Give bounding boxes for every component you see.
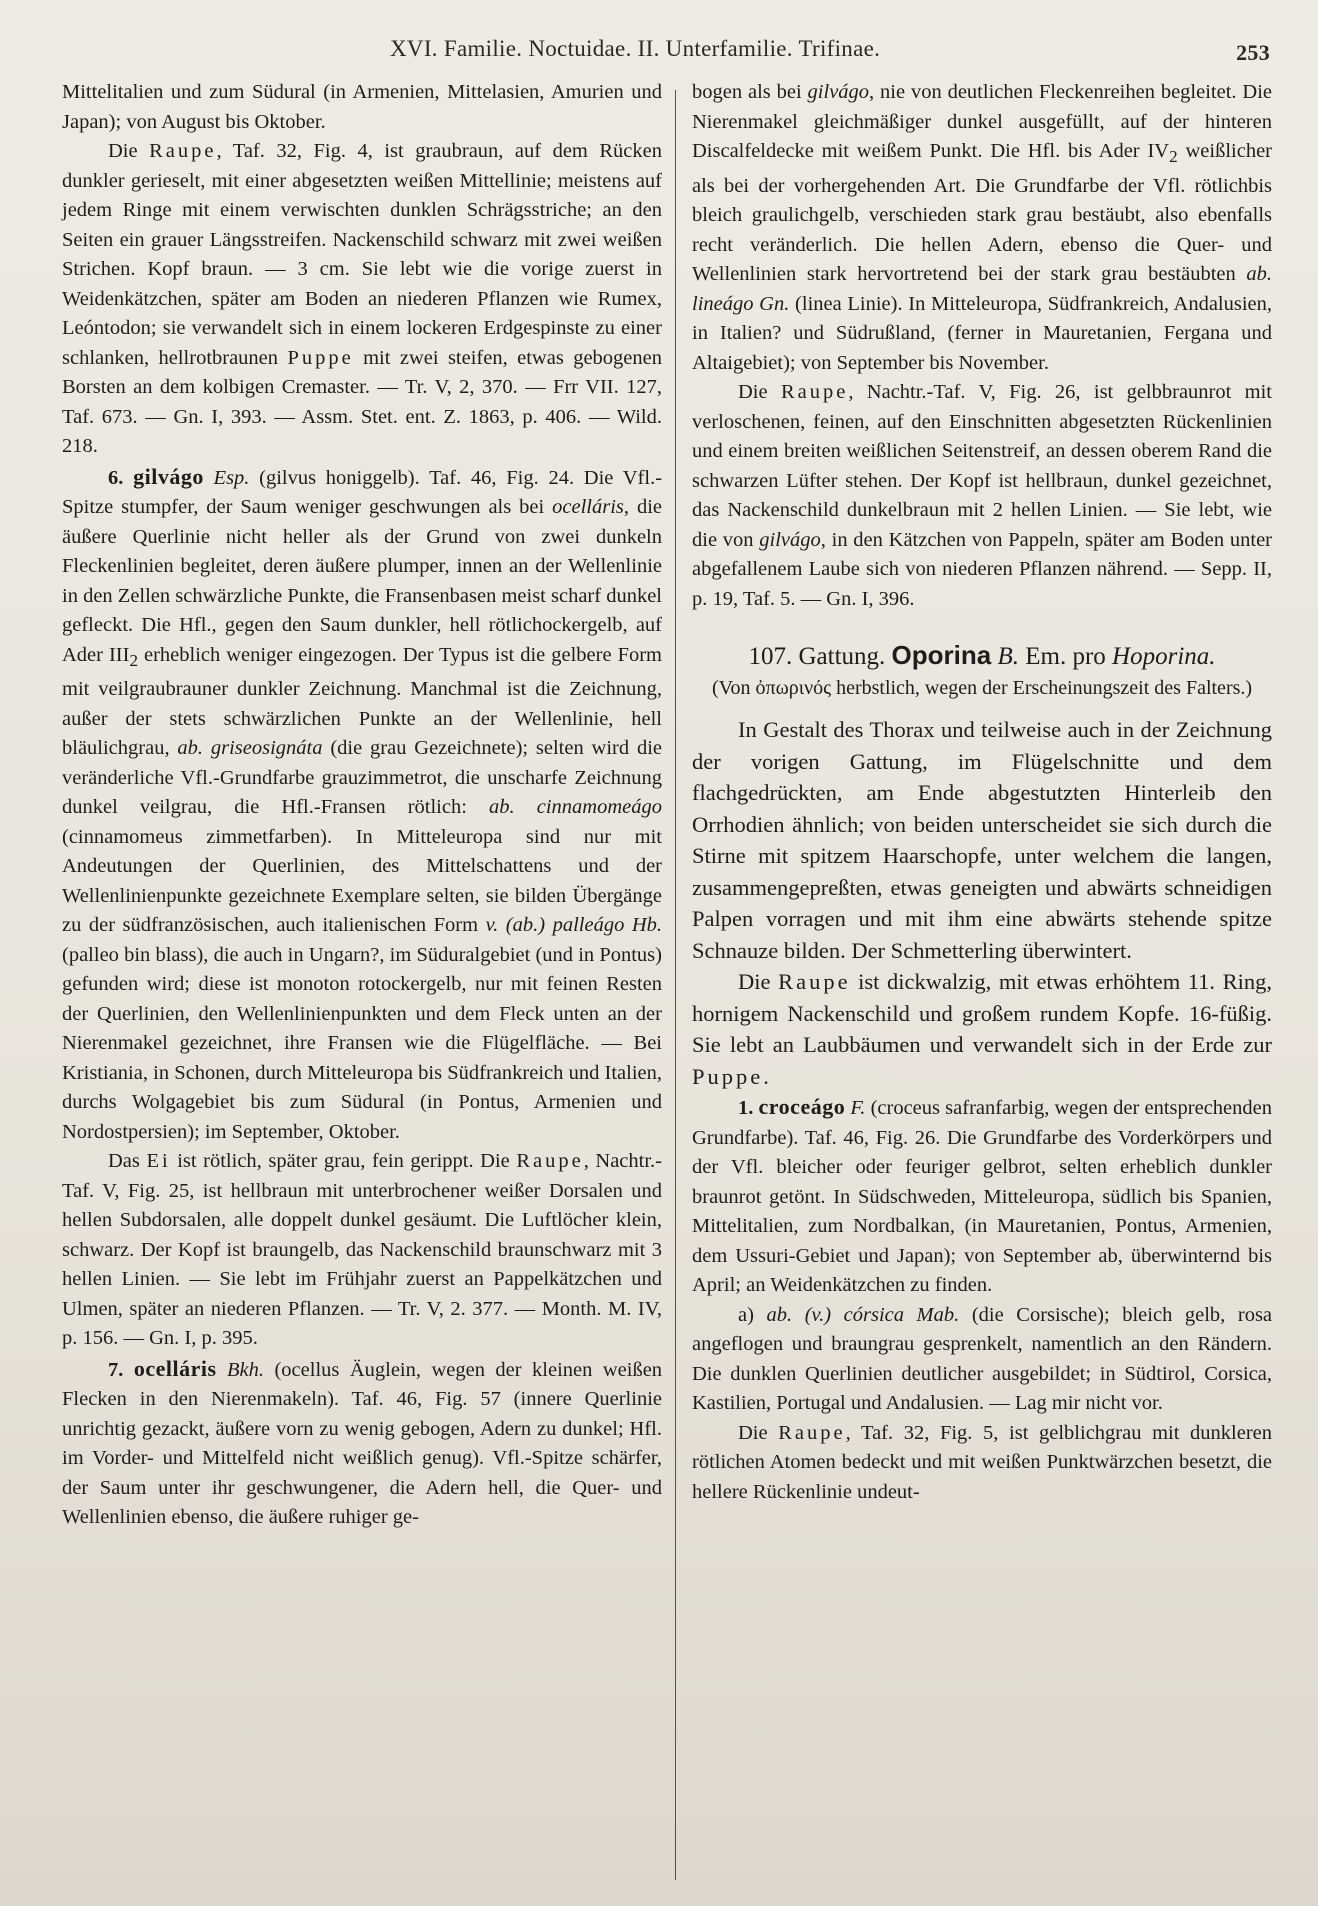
paragraph-raupe: Die Raupe, Nachtr.-Taf. V, Fig. 26, ist gelbbraunrot mit verloschenen, feinen, auf den Einschnitten abgesetzten Rückenlinien und einem breiten weißlichen Seitenstreif, an dessen oberem Rand die schwarzen Lüfter stehen. Der Kopf ist hellbraun, dunkel gezeichnet, das Nackenschild dunkelbraun mit 2 hellen Linien. — Sie lebt, wie die von gilvágo, in den Kätzchen von Pappeln, später am Boden unter abgefallenem Laube sich von niederen Pflanzen nährend. — Sepp. II, p. 19, Taf. 5. — Gn. I, 396. xyxy=(692,381,1273,610)
running-title: XVI. Familie. Noctuidae. II. Unterfamilie. Trifinae. xyxy=(390,36,881,61)
species-entry-croceago: 1. croceágo F. (croceus safranfarbig, wegen der entsprechenden Grundfarbe). Taf. 46, Fig. 26. Die Grundfarbe des Vorderkörpers und der Vfl. bleicher oder feuriger gelbrot, selten erheblich dunkler braunrot getönt. In Südschweden, Mitteleuropa, südlich bis Spanien, Mittelitalien, zum Nordbalkan, (in Mauretanien, Pontus, Armenien, dem Ussuri-Gebiet und Japan); von September ab, überwinternd bis April; an Weidenkätzchen zu finden. xyxy=(692,1094,1272,1297)
left-column xyxy=(62,78,662,1533)
right-column xyxy=(692,78,1272,1507)
species-name: croceágo xyxy=(758,1094,846,1120)
genus-etymology: (Von ὀπωρινός herbstlich, wegen der Erscheinungszeit des Falters.) xyxy=(711,677,1253,700)
genus-raupe: Die Raupe ist dickwalzig, mit etwas erhöhtem 11. Ring, hornigem Nackenschild und großem rundem Kopfe. 16-füßig. Sie lebt an Laubbäumen und verwandelt sich in der Erde zur Puppe. xyxy=(692,969,1273,1089)
species-entry-ocellaris: 7. ocelláris Bkh. (ocellus Äuglein, wegen der kleinen weißen Flecken in den Nierenmakeln). Taf. 46, Fig. 57 (innere Querlinie unrichtig gezackt, äußere vorn zu wenig gebogen, Adern zu dunkel; Hfl. im Vorder- und Mittelfeld nicht weißlich genug). Vfl.-Spitze schärfer, der Saum unter ihr geschwungener, die Adern hell, die Quer- und Wellenlinien ebenso, die äußere ruhiger ge- xyxy=(62,1355,663,1529)
paragraph: bogen als bei gilvágo, nie von deutlichen Fleckenreihen begleitet. Die Nierenmakel gleichmäßiger dunkel ausgefüllt, auf der hinteren Discalfeldecke mit weißem Punkt. Die Hfl. bis Ader $IV_2$ weißlicher als bei der vorhergehenden Art. Die Grundfarbe der Vfl. rötlichbis bleich graulichgelb, verschieden stark grau bestäubt, also ebenfalls recht veränderlich. Die hellen Adern, ebenso die Quer- und Wellenlinien stark hervortretend bei der stark grau bestäubten ab. lineágo Gn. (linea Linie). In Mitteleuropa, Südfrankreich, Andalusien, in Italien? und Südrußland, (ferner in Mauretanien, Fergana und Altaigebiet); von September bis November. xyxy=(692,81,1273,374)
species-name: ocelláris xyxy=(133,1355,217,1381)
paragraph-ei: Das Ei ist rötlich, später grau, fein gerippt. Die Raupe, Nachtr.-Taf. V, Fig. 25, ist hellbraun mit unterbrochener weißer Dorsalen und hellen Subdorsalen, alle doppelt dunkel gesäumt. Die Luftlöcher klein, schwarz. Der Kopf ist braungelb, das Nackenschild braunschwarz mit 3 hellen Linien. — Sie lebt im Frühjahr zuerst an Pappelkätzchen und Ulmen, später an niederen Pflanzen. — Tr. V, 2. 377. — Month. M. IV, p. 156. — Gn. I, p. 395. xyxy=(62,1150,662,1350)
paragraph: Mittelitalien und zum Südural (in Armenien, Mittelasien, Amurien und Japan); von August bis Oktober. xyxy=(62,81,662,133)
genus-heading: 107. Gattung. Oporina B. Em. pro Hoporina. xyxy=(748,640,1216,671)
genus-description: In Gestalt des Thorax und teilweise auch in der Zeichnung der vorigen Gattung, im Flügelschnitte und dem flachgedrückten, am Ende abgestutzten Hinterleib den Orrhodien ähnlich; von beiden unterscheidet sie sich durch die Stirne mit spitzem Haarschopfe, unter welchem die langen, zusammengepreßten, etwas geneigten und abwärts schneidigen Palpen vorragen und mit ihm eine abwärts stehende spitze Schnauze bilden. Der Schmetterling überwintert. xyxy=(692,717,1272,963)
column-divider xyxy=(675,90,676,1880)
page-number: 253 xyxy=(1236,40,1270,65)
aberration-corsica: a) ab. (v.) córsica Mab. (die Corsische); bleich gelb, rosa angeflogen und braungrau gesprenkelt, namentlich an den Rändern. Die dunklen Querlinien deutlicher ausgebildet; in Südtirol, Corsica, Kastilien, Portugal und Andalusien. — Lag mir nicht vor. xyxy=(692,1303,1273,1415)
species-name: gilvágo xyxy=(133,463,204,489)
genus-name: Oporina xyxy=(891,640,992,671)
species-entry-gilvago: 6. gilvágo Esp. (gilvus honiggelb). Taf. 46, Fig. 24. Die Vfl.-Spitze stumpfer, der Saum weniger geschwungen als bei ocelláris, die äußere Querlinie nicht heller als der Grund von zwei dunkeln Fleckenlinien begleitet, deren äußere plumper, innen an der Wellenlinie in den Zellen schwärzliche Punkte, die Fransenbasen meist scharf dunkel gefleckt. Die Hfl., gegen den Saum dunkler, hell rötlichockergelb, auf Ader $III_2$ erheblich weniger eingezogen. Der Typus ist die gelbere Form mit veilgraubrauner dunkler Zeichnung. Manchmal ist die Zeichnung, außer der stets schwärzlichen Punkte an der Wellenlinie, hell bläulichgrau, ab. griseosignáta (die grau Gezeichnete); selten wird die veränderliche Vfl.-Grundfarbe grauzimmetrot, die unscharfe Zeichnung dunkel veilgrau, die Hfl.-Fransen rötlich: ab. cinnamomeágo (cinnamomeus zimmetfarben). In Mitteleuropa sind nur mit Andeutungen der Querlinien, des Mittelschattens und der Wellenlinienpunkte gezeichnete Exemplare selten, sie bilden Übergänge zu der südfranzösischen, auch italienischen Form v. (ab.) palleágo Hb. (palleo bin blass), die auch in Ungarn?, im Süduralgebiet (und in Pontus) gefunden wird; diese ist monoton rotockergelb, nur mit feinen Resten der Querlinien, den Wellenlinienpunkten und dem Fleck unten an der Nierenmakel gezeichnet, ihre Fransen wie die Flügelfläche. — Bei Kristiania, in Schonen, durch Mitteleuropa bis Südfrankreich und Italien, durchs Wolgagebiet bis zum Südural (in Pontus, Armenien und Nordostpersien); im September, Oktober. xyxy=(62,463,663,1143)
paragraph-raupe-croceago: Die Raupe, Taf. 32, Fig. 5, ist gelblichgrau mit dunkleren rötlichen Atomen bedeckt und mit weißen Punktwärzchen besetzt, die hellere Rückenlinie undeut- xyxy=(692,1421,1273,1503)
running-header xyxy=(390,30,1270,70)
paragraph-raupe: Die Raupe, Taf. 32, Fig. 4, ist graubraun, auf dem Rücken dunkler gerieselt, mit einer abgesetzten weißen Mittellinie; meistens auf jedem Ringe mit einem verwischten dunklen Schrägsstriche; an den Seiten ein grauer Längsstreifen. Nackenschild schwarz mit zwei weißen Strichen. Kopf braun. — 3 cm. Sie lebt wie die vorige zuerst in Weidenkätzchen, später am Boden an niederen Pflanzen wie Rumex, Leóntodon; sie verwandelt sich in einem lockeren Erdgespinste zu einer schlanken, hellrotbraunen Puppe mit zwei steifen, etwas gebogenen Borsten an dem kolbigen Cremaster. — Tr. V, 2, 370. — Frr VII. 127, Taf. 673. — Gn. I, 393. — Assm. Stet. ent. Z. 1863, p. 406. — Wild. 218. xyxy=(62,140,663,457)
